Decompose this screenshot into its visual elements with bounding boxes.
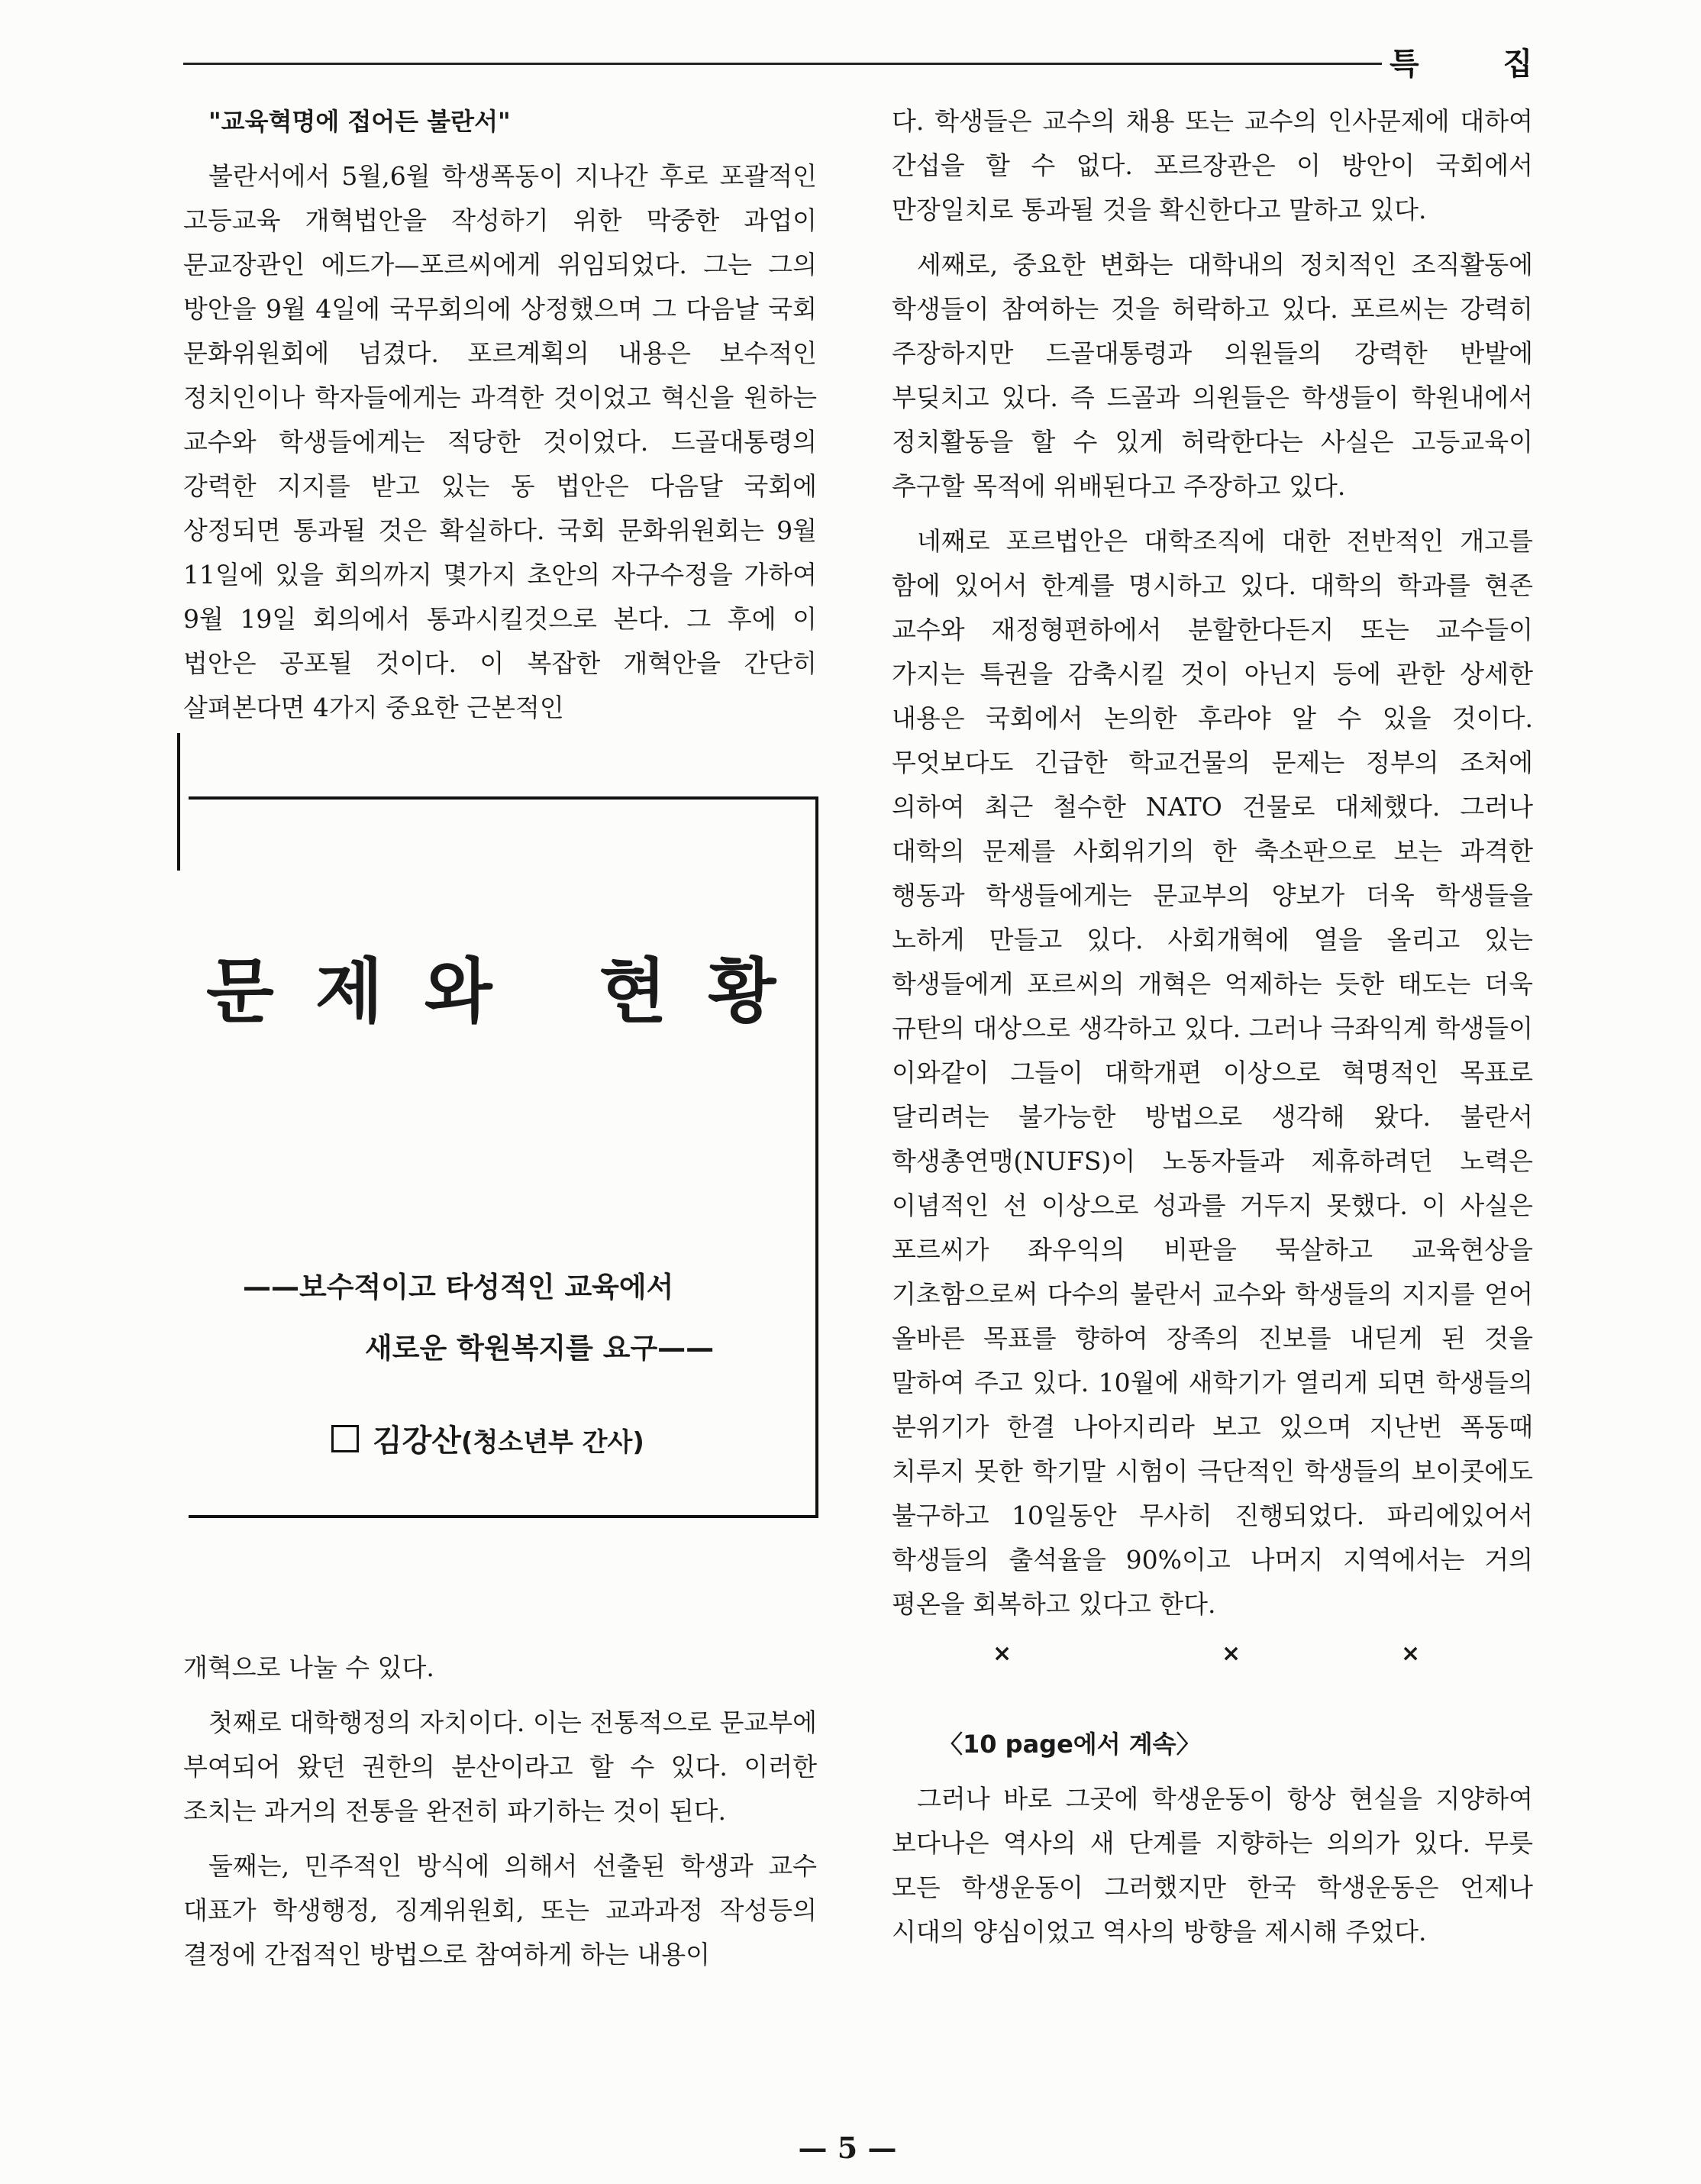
section-heading: "교육혁명에 접어든 불란서": [208, 107, 511, 136]
title-box-outer-rule: [177, 733, 180, 871]
body-paragraph: 네째로 포르법안은 대학조직에 대한 전반적인 개고를 함에 있어서 한계를 명시하고 있다. 대학의 학과를 현존 교수와 재정형편하에서 분할한다든지 또는 교수들이 가지는 특권을 감축시킬 것이 아닌지 등에 관한 상세한 내용은 국회에서 논의한 후라야 알 수 있을 것이다. 무엇보다도 긴급한 학교건물의 문제는 정부의 조처에 의하여 최근 철수한 NATO 건물로 대체했다. 그러나 대학의 문제를 사회위기의 한 축소판으로 보는 과격한 행동과 학생들에게는 문교부의 양보가 더욱 학생들을 노하게 만들고 있다. 사회개혁에 열을 올리고 있는 학생들에게 포르씨의 개혁은 억제하는 듯한 태도는 더욱 규탄의 대상으로 생각하고 있다. 그러나 극좌익계 학생들이 이와같이 그들이 대학개편 이상으로 혁명적인 목표로 달리려는 불가능한 방법으로 생각해 왔다. 불란서 학생총연맹(NUFS)이 노동자들과 제휴하려던 노력은 이념적인 선 이상으로 성과를 거두지 못했다. 이 사실은 포르씨가 좌우익의 비판을 묵살하고 교육현상을 기초함으로써 다수의 불란서 교수와 학생들의 지지를 얻어 올바른 목표를 향하여 장족의 진보를 내딛게 된 것을 말하여 주고 있다. 10월에 새학기가 열리게 되면 학생들의 분위기가 한결 나아지리라 보고 있으며 지난번 폭동때 치루지 못한 학기말 시험이 극단적인 학생들의 보이콧에도 불구하고 10일동안 무사히 진행되었다. 파리에있어서 학생들의 출석율을 90%이고 나머지 지역에서는 거의 평온을 회복하고 있다고 한다.: [892, 526, 1533, 1619]
body-paragraph: 첫째로 대학행정의 자치이다. 이는 전통적으로 문교부에 부여되어 왔던 권한의 분산이라고 할 수 있다. 이러한 조치는 과거의 전통을 완전히 파기하는 것이 된다.: [183, 1707, 817, 1826]
body-paragraph: 개혁으로 나눌 수 있다.: [183, 1653, 434, 1682]
body-paragraph: 다. 학생들은 교수의 채용 또는 교수의 인사문제에 대하여 간섭을 할 수 없다. 포르장관은 이 방안이 국회에서 만장일치로 통과될 것을 확신한다고 말하고 있다.: [892, 106, 1533, 225]
author-name: 김강산: [373, 1423, 461, 1459]
author-role: (청소년부 간사): [460, 1427, 644, 1458]
left-column-top: [183, 99, 817, 741]
body-paragraph: 불란서에서 5월,6월 학생폭동이 지나간 후로 포괄적인 고등교육 개혁법안을 작성하기 위한 막중한 과업이 문교장관인 에드가—포르씨에게 위임되었다. 그는 그의 방안을 9월 4일에 국무회의에 상정했으며 그 다음날 국회 문화위원회에 넘겼다. 포르계획의 내용은 보수적인 정치인이나 학자들에게는 과격한 것이었고 혁신을 원하는 교수와 학생들에게는 적당한 것이었다. 드골대통령의 강력한 지지를 받고 있는 동 법안은 다음달 국회에 상정되면 통과될 것은 확실하다. 국회 문화위원회는 9월 11일에 있을 회의까지 몇가지 초안의 자구수정을 가하여 9월 19일 회의에서 통과시킬것으로 본다. 그 후에 이 법안은 공포될 것이다. 이 복잡한 개혁안을 간단히 살펴본다면 4가지 중요한 근본적인: [183, 161, 817, 722]
title-box: [189, 796, 818, 1518]
body-paragraph: 둘째는, 민주적인 방식에 의해서 선출된 학생과 교수 대표가 학생행정, 징계위원회, 또는 교과과정 작성등의 결정에 간접적인 방법으로 참여하게 하는 내용이: [183, 1851, 817, 1969]
byline: [331, 1417, 644, 1460]
separator-mark: ×: [993, 1640, 1012, 1667]
right-column-continued: [892, 1722, 1533, 1965]
header-rule: [183, 63, 1382, 65]
body-paragraph: 그러나 바로 그곳에 학생운동이 항상 현실을 지양하여 보다나은 역사의 새 단계를 지향하는 의의가 있다. 무릇 모든 학생운동이 그러했지만 한국 학생운동은 언제나 시대의 양심이었고 역사의 방향을 제시해 주었다.: [892, 1784, 1533, 1947]
separator-mark: ×: [1401, 1640, 1421, 1667]
square-bullet-icon: [331, 1425, 359, 1452]
page-number: — 5 —: [798, 2131, 897, 2165]
separator-mark: ×: [1222, 1640, 1241, 1667]
left-column-bottom: [183, 1646, 817, 1988]
article-title: 문제와 현황: [206, 951, 818, 1032]
section-label: 특 집: [1390, 47, 1570, 82]
right-column: [892, 99, 1533, 1637]
article-subtitle-line2: 새로운 학원복지를 요구——: [365, 1332, 715, 1365]
body-paragraph: 세째로, 중요한 변화는 대학내의 정치적인 조직활동에 학생들이 참여하는 것을 허락하고 있다. 포르씨는 강력히 주장하지만 드골대통령과 의원들의 강력한 반발에 부딪치고 있다. 즉 드골과 의원들은 학생들이 학원내에서 정치활동을 할 수 있게 허락한다는 사실은 고등교육이 추구할 목적에 위배된다고 주장하고 있다.: [892, 250, 1533, 501]
article-subtitle-line1: ——보수적이고 타성적인 교육에서: [243, 1271, 674, 1304]
continued-heading: 〈10 page에서 계속〉: [938, 1730, 1201, 1759]
